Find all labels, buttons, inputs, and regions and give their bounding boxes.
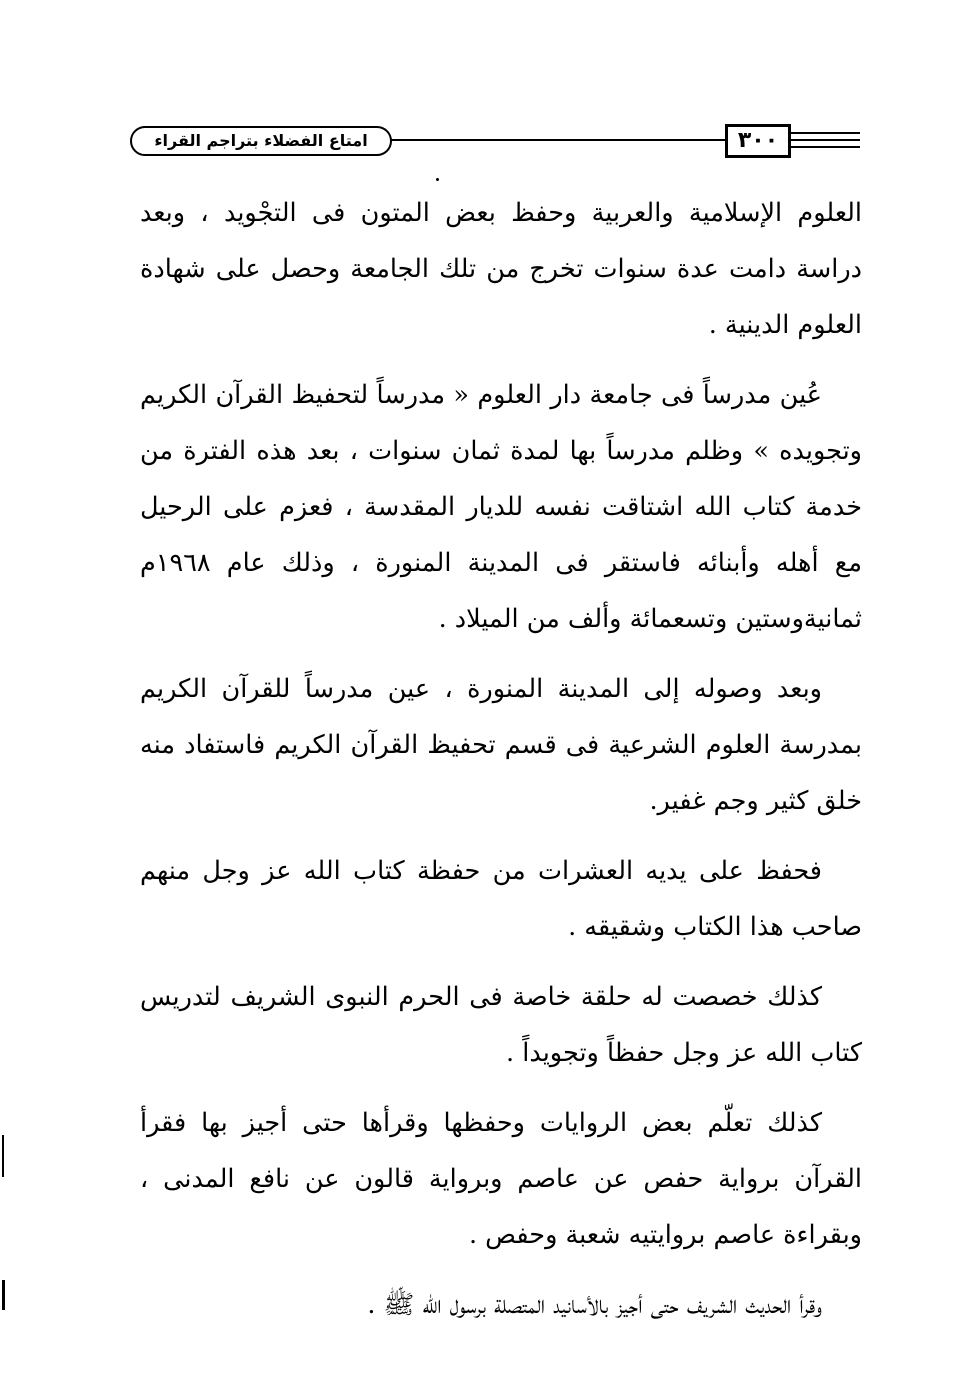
header-connector-line: [388, 139, 728, 141]
paragraph-2: عُين مدرساً فى جامعة دار العلوم « مدرساً لتحفيظ القرآن الكريم وتجويده » وظلم مدرساً بها لمدة ثمان سنوات ، بعد هذه الفترة من خدمة كتاب الله اشتاقت نفسه للديار المقدسة ، فعزم على الرحيل مع أهله وأبنائه فاستقر فى المدينة المنورة ، وذلك عام ١٩٦٨م ثمانيةوستين وتسعمائة وألف من الميلاد .: [140, 380, 862, 634]
paragraph-6: كذلك تعلّم بعض الروايات وحفظها وقرأها حتى أجيز بها فقرأ القرآن برواية حفص عن عاصم وبرواية قالون عن نافع المدنى ، وبقراءة عاصم بروايتيه شعبة وحفص .: [140, 1108, 862, 1250]
paragraph-4: فحفظ على يديه العشرات من حفظة كتاب الله عز وجل منهم صاحب هذا الكتاب وشقيقه .: [140, 856, 862, 942]
page-number-text: ٣٠٠: [737, 128, 779, 153]
body-text: [140, 185, 862, 1347]
scan-edge-mark: [2, 1135, 4, 1177]
paragraph-3: وبعد وصوله إلى المدينة المنورة ، عين مدرساً للقرآن الكريم بمدرسة العلوم الشرعية فى قسم تحفيظ القرآن الكريم فاستفاد منه خلق كثير وجم غفير.: [140, 674, 862, 816]
book-title: امتاع الفضلاء بتراجم القراء: [154, 131, 368, 150]
paragraph-5: كذلك خصصت له حلقة خاصة فى الحرم النبوى الشريف لتدريس كتاب الله عز وجل حفظاً وتجويداً .: [140, 982, 862, 1068]
book-title-frame: [130, 126, 392, 156]
page-number: [725, 124, 791, 158]
paragraph-1: العلوم الإسلامية والعربية وحفظ بعض المتون فى التجْويد ، وبعد دراسة دامت عدة سنوات تخرج من تلك الجامعة وحصل على شهادة العلوم الدينية .: [140, 198, 862, 340]
scan-speck: [436, 178, 439, 181]
paragraph-7: وقرأ الحديث الشريف حتى أجيز بالأسانيد المتصلة برسول الله ﷺ .: [367, 1290, 822, 1320]
scan-edge-mark: [2, 1280, 5, 1310]
